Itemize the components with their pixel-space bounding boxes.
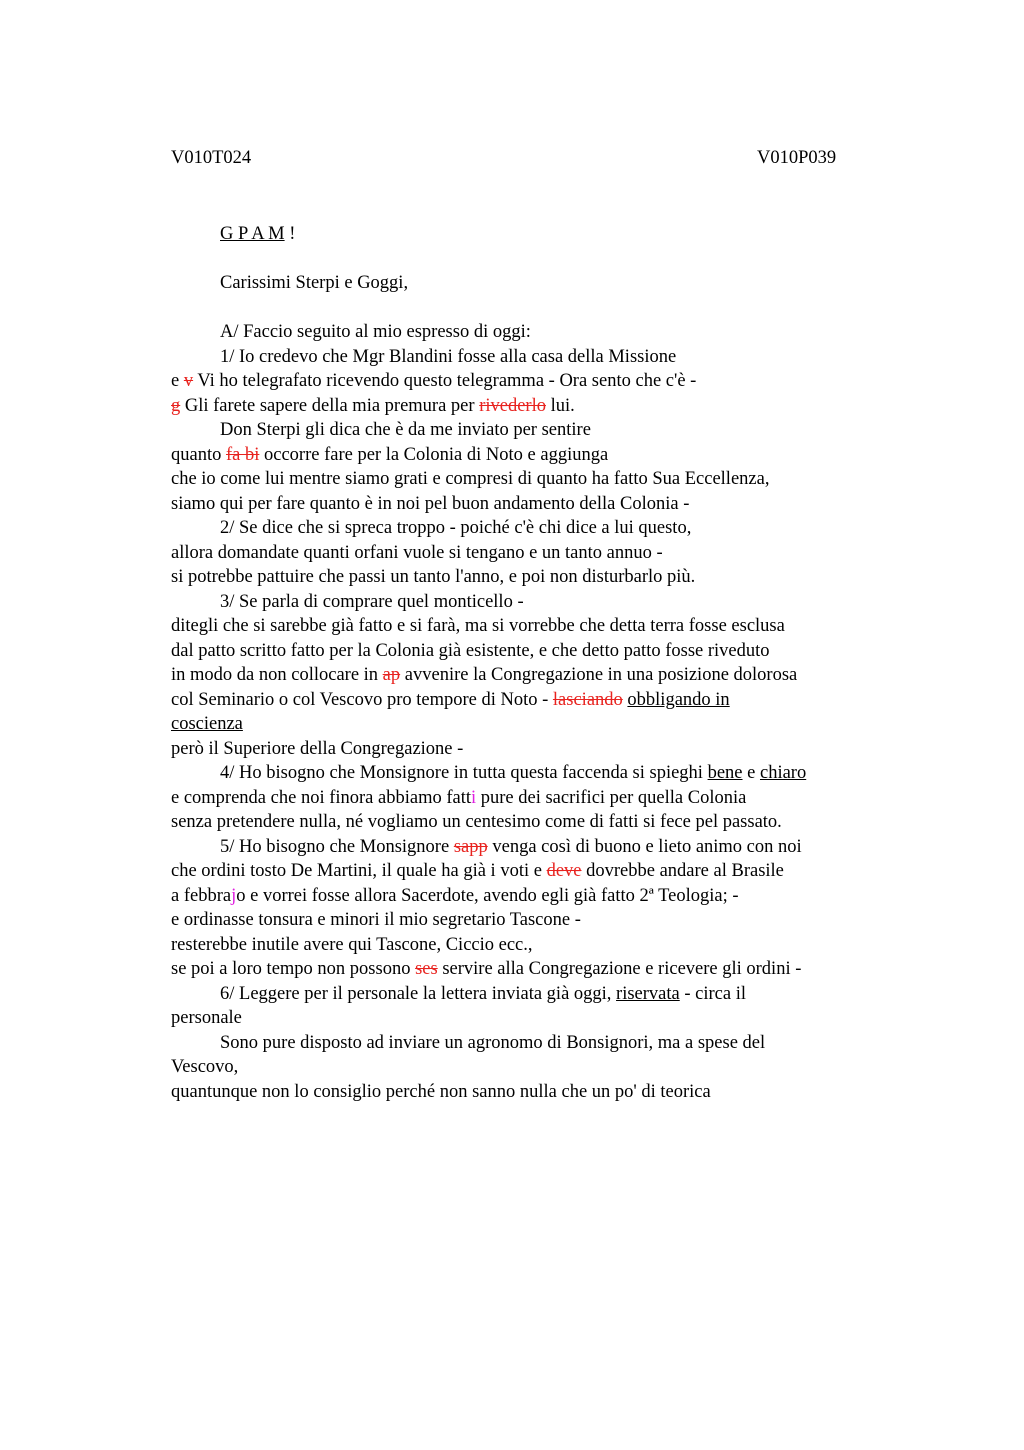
struck-text: fa bi xyxy=(225,444,260,465)
point-4-line-2 xyxy=(171,786,891,811)
struck-text: lasciando xyxy=(552,689,623,710)
point-3-line-7: però il Superiore della Congregazione - xyxy=(171,738,464,759)
struck-text: rivederlo xyxy=(479,395,546,416)
point-4-line-3: senza pretendere nulla, né vogliamo un centesimo come di fatti si fece pel passato. xyxy=(171,812,782,832)
closing-line-2: Vescovo, xyxy=(171,1057,239,1077)
text-run: pure dei sacrifici per quella Colonia xyxy=(476,787,747,808)
text-run: - circa il xyxy=(679,983,746,1004)
text-run: in modo da non collocare in xyxy=(171,665,383,685)
point-1-line-6: che io come lui mentre siamo grati e compresi di quanto ha fatto Sua Eccellenza, xyxy=(171,469,770,489)
point-3-line-2: ditegli che si sarebbe già fatto e si farà, ma si vorrebbe che detta terra fosse esclusa xyxy=(171,616,785,636)
point-3-line-6 xyxy=(171,712,891,737)
letter-body xyxy=(171,222,891,1104)
text-run: se poi a loro tempo non possono xyxy=(171,959,416,979)
struck-text: deve xyxy=(546,861,582,881)
point-5-line-5: resterebbe inutile avere qui Tascone, Ciccio ecc., xyxy=(171,934,533,955)
point-2-line-1: 2/ Se dice che si spreca troppo - poiché c'è chi dice a lui questo, xyxy=(220,518,692,538)
text-run: e xyxy=(171,371,184,391)
text-run: Gli farete sapere della mia premura per xyxy=(180,395,480,416)
underlined-text: riservata xyxy=(616,983,680,1004)
struck-text: g xyxy=(171,395,181,416)
struck-text: sapp xyxy=(453,836,488,857)
point-1-line-7: siamo qui per fare quanto è in noi pel buon andamento della Colonia - xyxy=(171,493,690,514)
document-code-left: V010T024 xyxy=(171,148,252,168)
section-a-line: A/ Faccio seguito al mio espresso di oggi: xyxy=(220,322,531,342)
point-2-line-2: allora domandate quanti orfani vuole si tengano e un tanto annuo - xyxy=(171,542,663,563)
underlined-text: obbligando in xyxy=(627,689,730,710)
point-3-line-1: 3/ Se parla di comprare quel monticello - xyxy=(220,591,524,612)
point-1-line-4: Don Sterpi gli dica che è da me inviato per sentire xyxy=(220,420,591,440)
point-1-line-1: 1/ Io credevo che Mgr Blandini fosse alla casa della Missione xyxy=(220,346,677,367)
text-run: a febbra xyxy=(171,885,232,906)
text-run: Vi ho telegrafato ricevendo questo telegramma - Ora sento che c'è - xyxy=(193,371,697,391)
point-1-line-2 xyxy=(171,369,891,394)
gpam-invocation: G P A M xyxy=(220,224,285,244)
struck-text: v xyxy=(183,371,194,391)
underlined-text: chiaro xyxy=(759,763,807,783)
point-6-line-2: personale xyxy=(171,1008,242,1028)
text-run: dovrebbe andare al Brasile xyxy=(581,861,784,881)
greeting: Carissimi Sterpi e Goggi, xyxy=(220,273,409,293)
underlined-text: bene xyxy=(707,763,743,783)
text-run: occorre fare per la Colonia di Noto e aggiunga xyxy=(259,444,609,465)
point-3-line-3: dal patto scritto fatto per la Colonia già esistente, e che detto patto fosse riveduto xyxy=(171,640,770,661)
text-run: e comprenda che noi finora abbiamo fatt xyxy=(171,787,471,808)
point-2-line-3: si potrebbe pattuire che passi un tanto l'anno, e poi non disturbarlo più. xyxy=(171,567,696,587)
closing-line-1: Sono pure disposto ad inviare un agronomo di Bonsignori, ma a spese del xyxy=(220,1032,766,1053)
text-run: 5/ Ho bisogno che Monsignore xyxy=(220,836,454,857)
text-run: o e vorrei fosse allora Sacerdote, avendo egli già fatto 2ª Teologia; - xyxy=(236,885,739,906)
point-5-line-1 xyxy=(171,835,891,860)
inserted-text: j xyxy=(231,885,237,906)
text-run: venga così di buono e lieto animo con noi xyxy=(487,836,802,857)
point-1-line-5 xyxy=(171,443,891,468)
text-run: servire alla Congregazione e ricevere gli ordini - xyxy=(437,959,802,979)
point-1-line-3 xyxy=(171,394,891,419)
text-run: e xyxy=(742,763,760,783)
point-5-line-3 xyxy=(171,884,891,909)
document-code-right: V010P039 xyxy=(757,148,837,168)
point-5-line-4: e ordinasse tonsura e minori il mio segretario Tascone - xyxy=(171,910,581,930)
inserted-text: i xyxy=(470,787,477,808)
struck-text: ap xyxy=(382,665,401,685)
text-run: 6/ Leggere per il personale la lettera inviata già oggi, xyxy=(220,983,617,1004)
struck-text: ses xyxy=(415,959,438,979)
text-run: avvenire la Congregazione in una posizione dolorosa xyxy=(400,665,798,685)
closing-line-3: quantunque non lo consiglio perché non sanno nulla che un po' di teorica xyxy=(171,1081,711,1102)
text-run: lui. xyxy=(545,395,575,416)
point-3-line-5 xyxy=(171,688,891,713)
point-5-line-2 xyxy=(171,859,891,884)
point-6-line-1 xyxy=(171,982,891,1007)
text-run: 4/ Ho bisogno che Monsignore in tutta questa faccenda si spieghi xyxy=(220,763,708,783)
point-5-line-6 xyxy=(171,957,891,982)
text-run: quanto xyxy=(171,444,226,465)
text-run: col Seminario o col Vescovo pro tempore di Noto - xyxy=(171,689,553,710)
point-3-line-4 xyxy=(171,663,891,688)
invocation-exclamation: ! xyxy=(284,224,296,244)
invocation-line xyxy=(171,222,891,247)
text-run: che ordini tosto De Martini, il quale ha già i voti e xyxy=(171,861,547,881)
point-4-line-1 xyxy=(171,761,891,786)
underlined-text: coscienza xyxy=(171,714,243,734)
